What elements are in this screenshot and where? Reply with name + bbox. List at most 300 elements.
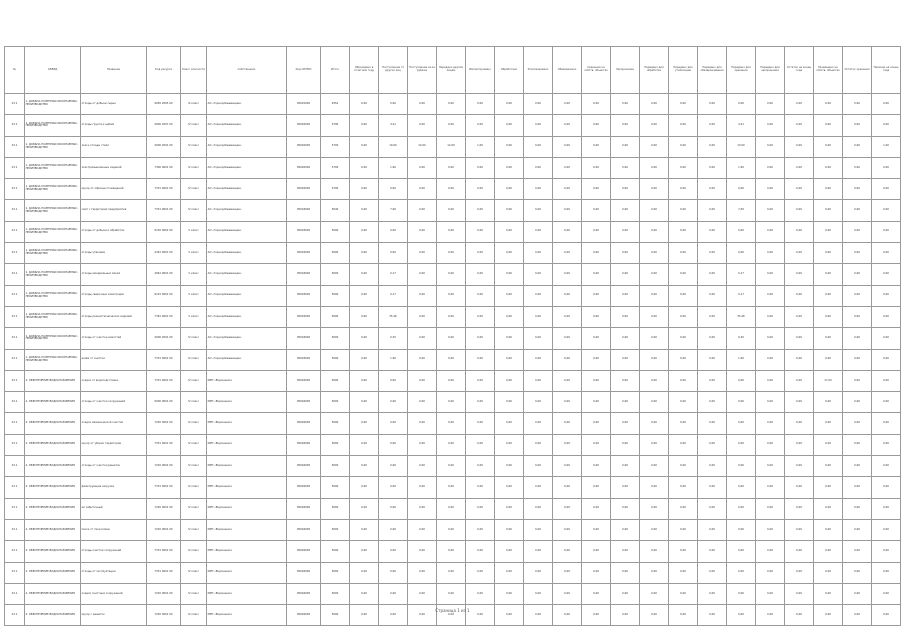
table-cell: 0,00: [524, 434, 553, 455]
table-cell: 0,00: [379, 519, 408, 540]
table-cell: МУП «Водоканал»: [207, 605, 287, 626]
table-cell: 0,00: [524, 285, 553, 306]
table-cell: 0,00: [611, 243, 640, 264]
table-cell: 0,17: [379, 285, 408, 306]
table-cell: отходы упаковки: [81, 243, 147, 264]
table-cell: 0,00: [698, 434, 727, 455]
table-cell: 0,00: [408, 477, 437, 498]
table-cell: 0,00: [814, 477, 843, 498]
table-cell: 0,00: [640, 264, 669, 285]
table-cell: 0,00: [350, 179, 379, 200]
table-cell: отходы резинотехнических изделий: [81, 306, 147, 327]
table-cell: 0,00: [379, 541, 408, 562]
table-cell: 0,00: [698, 264, 727, 285]
table-cell: 0,00: [872, 434, 901, 455]
table-cell: 95603000: [287, 221, 321, 242]
table-cell: 0,00: [727, 243, 756, 264]
table-cell: отходы очистки сооружений: [81, 541, 147, 562]
table-cell: 23.1: [5, 583, 25, 604]
table-cell: 0,00: [785, 519, 814, 540]
table-cell: 0,00: [350, 285, 379, 306]
table-cell: 0,00: [698, 498, 727, 519]
table-cell: 0,00: [408, 413, 437, 434]
table-cell: V класс: [181, 306, 207, 327]
table-cell: 0,00: [437, 456, 466, 477]
table-cell: 0,00: [553, 562, 582, 583]
table-cell: 0,00: [350, 456, 379, 477]
table-cell: 2. ОБЕСПЕЧЕНИЕ ВОДОСНАБЖЕНИЯ: [25, 583, 81, 604]
table-cell: 0,00: [785, 349, 814, 370]
table-cell: 0,00: [582, 434, 611, 455]
table-cell: 0,00: [872, 179, 901, 200]
table-cell: 0,00: [553, 136, 582, 157]
table-cell: 5700: [321, 136, 350, 157]
table-cell: 23.1: [5, 264, 25, 285]
table-row: [5, 392, 901, 413]
table-cell: 0,00: [785, 605, 814, 626]
table-cell: 0,00: [350, 328, 379, 349]
table-cell: 0,00: [756, 136, 785, 157]
table-cell: 0,00: [611, 306, 640, 327]
table-cell: 0,00: [669, 157, 698, 178]
table-cell: 0,00: [872, 413, 901, 434]
table-cell: 2. ОБЕСПЕЧЕНИЕ ВОДОСНАБЖЕНИЯ: [25, 562, 81, 583]
table-cell: 0,00: [843, 221, 872, 242]
table-cell: 0,00: [553, 456, 582, 477]
table-cell: 0,00: [350, 519, 379, 540]
table-cell: 95604000: [287, 434, 321, 455]
table-cell: 0,00: [582, 370, 611, 391]
table-cell: 23.1: [5, 413, 25, 434]
table-cell: 0,00: [437, 349, 466, 370]
table-cell: 0,00: [408, 221, 437, 242]
table-cell: 23.1: [5, 200, 25, 221]
table-cell: 0,00: [350, 200, 379, 221]
table-row: [5, 349, 901, 370]
table-cell: 0,00: [466, 243, 495, 264]
table-cell: 0,00: [379, 413, 408, 434]
table-cell: 0,00: [872, 605, 901, 626]
table-cell: 0,00: [495, 264, 524, 285]
table-cell: АО «Горнодобывающее»: [207, 221, 287, 242]
table-cell: 1. ДОБЫЧА ПОЛЕЗНЫХ ИСКОПАЕМЫХ, ПРОИЗВОДСТВО: [25, 243, 81, 264]
table-cell: 0,00: [611, 605, 640, 626]
table-cell: 0,00: [611, 562, 640, 583]
table-cell: 7331 0001 00: [147, 179, 181, 200]
table-cell: 95603000: [287, 285, 321, 306]
table-cell: 0,00: [843, 179, 872, 200]
table-cell: 0,00: [524, 264, 553, 285]
table-cell: 0,00: [640, 306, 669, 327]
table-cell: 95604000: [287, 519, 321, 540]
table-cell: IV класс: [181, 519, 207, 540]
table-cell: 0,00: [350, 94, 379, 115]
table-cell: IV класс: [181, 456, 207, 477]
table-cell: 0,00: [843, 413, 872, 434]
table-cell: 0,00: [814, 392, 843, 413]
table-cell: 23.1: [5, 541, 25, 562]
table-cell: МУП «Водоканал»: [207, 413, 287, 434]
table-cell: 0,00: [379, 605, 408, 626]
table-cell: 0,00: [495, 519, 524, 540]
table-cell: 0,00: [495, 136, 524, 157]
table-cell: 7220 0002 00: [147, 456, 181, 477]
table-cell: 5600: [321, 413, 350, 434]
table-cell: 0,00: [814, 243, 843, 264]
column-header: Поступление от других лиц: [379, 47, 408, 94]
table-cell: 0,00: [437, 94, 466, 115]
table-cell: 0,00: [756, 349, 785, 370]
table-cell: 0,00: [582, 264, 611, 285]
table-cell: 0,00: [495, 328, 524, 349]
table-cell: 0,00: [437, 328, 466, 349]
table-cell: 0,00: [466, 434, 495, 455]
table-cell: 0,00: [698, 519, 727, 540]
table-cell: V класс: [181, 243, 207, 264]
table-cell: 0,00: [524, 200, 553, 221]
table-cell: 0,00: [814, 157, 843, 178]
table-cell: 0,00: [553, 200, 582, 221]
table-cell: 0,00: [495, 200, 524, 221]
table-cell: 9000 0001 00: [147, 392, 181, 413]
table-cell: 0,00: [698, 285, 727, 306]
table-cell: 0,00: [698, 392, 727, 413]
table-cell: 0,00: [350, 434, 379, 455]
table-cell: 0,00: [669, 306, 698, 327]
table-cell: 0,00: [437, 179, 466, 200]
table-cell: 0,00: [524, 541, 553, 562]
table-cell: 7,00: [379, 200, 408, 221]
table-cell: IV класс: [181, 349, 207, 370]
table-cell: 95604000: [287, 477, 321, 498]
table-cell: 0,00: [553, 94, 582, 115]
table-cell: 0,00: [553, 306, 582, 327]
table-cell: 0,00: [727, 562, 756, 583]
table-cell: 7331 0001 00: [147, 370, 181, 391]
table-cell: 1,90: [379, 349, 408, 370]
table-cell: 0,00: [814, 285, 843, 306]
table-cell: 0,00: [553, 157, 582, 178]
table-cell: 0,00: [640, 562, 669, 583]
table-cell: 0,00: [582, 413, 611, 434]
table-cell: 0,00: [611, 94, 640, 115]
table-cell: 0,00: [698, 541, 727, 562]
table-cell: 0,00: [785, 328, 814, 349]
table-cell: 5600: [321, 583, 350, 604]
table-cell: мусор от уборки территории: [81, 434, 147, 455]
table-cell: МУП «Водоканал»: [207, 583, 287, 604]
table-cell: 7331 0001 00: [147, 200, 181, 221]
table-cell: 0,00: [350, 264, 379, 285]
table-cell: 7300 0001 00: [147, 157, 181, 178]
table-cell: 0,00: [814, 328, 843, 349]
table-cell: лом промышленных изделий: [81, 157, 147, 178]
table-row: [5, 519, 901, 540]
table-cell: 0,00: [698, 221, 727, 242]
table-cell: 0,00: [582, 541, 611, 562]
table-cell: 0,00: [843, 392, 872, 413]
table-cell: 0,00: [698, 477, 727, 498]
table-cell: 7220 0001 00: [147, 605, 181, 626]
table-cell: 0,00: [669, 243, 698, 264]
table-cell: 23.1: [5, 605, 25, 626]
table-cell: 0,00: [466, 349, 495, 370]
table-cell: 0,00: [408, 179, 437, 200]
table-cell: 5700: [321, 157, 350, 178]
column-header: Остаток хранения: [843, 47, 872, 94]
table-cell: 4,21: [727, 115, 756, 136]
table-cell: 0,00: [669, 200, 698, 221]
table-cell: 0,00: [553, 115, 582, 136]
table-cell: 0,00: [379, 477, 408, 498]
table-row: [5, 328, 901, 349]
table-cell: 7331 0001 00: [147, 434, 181, 455]
table-cell: 0,00: [756, 94, 785, 115]
table-cell: 0,00: [379, 243, 408, 264]
table-cell: 2. ОБЕСПЕЧЕНИЕ ВОДОСНАБЖЕНИЯ: [25, 392, 81, 413]
table-cell: 0,00: [814, 349, 843, 370]
table-cell: 0,00: [582, 392, 611, 413]
column-header: Передано для обезвреживания: [698, 47, 727, 94]
table-cell: 0,00: [669, 328, 698, 349]
table-cell: 0,00: [727, 392, 756, 413]
table-cell: 0,00: [640, 243, 669, 264]
table-cell: 0,00: [466, 498, 495, 519]
table-cell: 0,00: [785, 221, 814, 242]
table-cell: 0,00: [466, 562, 495, 583]
table-cell: 0,00: [611, 583, 640, 604]
table-cell: 0,00: [756, 605, 785, 626]
table-cell: 0,00: [872, 349, 901, 370]
table-cell: 0,00: [611, 349, 640, 370]
table-row: [5, 179, 901, 200]
table-cell: 0,00: [872, 370, 901, 391]
table-cell: 0,00: [669, 413, 698, 434]
table-row: [5, 285, 901, 306]
table-cell: 0,00: [466, 583, 495, 604]
table-cell: 0,00: [408, 349, 437, 370]
column-header: Поступление из-за рубежа: [408, 47, 437, 94]
table-cell: 0,00: [640, 498, 669, 519]
table-cell: 0,00: [379, 583, 408, 604]
table-cell: 0,00: [843, 157, 872, 178]
table-cell: 7331 0001 00: [147, 541, 181, 562]
table-cell: 0,00: [814, 413, 843, 434]
table-cell: 0,00: [495, 541, 524, 562]
table-cell: 0,00: [843, 243, 872, 264]
column-header: Передано для захоронения: [756, 47, 785, 94]
table-cell: 0,00: [640, 519, 669, 540]
table-cell: 0,00: [640, 541, 669, 562]
table-cell: 0,00: [495, 605, 524, 626]
column-header: Код ОКТМО: [287, 47, 321, 94]
table-cell: 0,00: [495, 477, 524, 498]
table-cell: 0,00: [756, 477, 785, 498]
table-cell: АО «Горнодобывающее»: [207, 115, 287, 136]
table-cell: IV класс: [181, 583, 207, 604]
table-cell: 0,00: [669, 477, 698, 498]
table-cell: 0,00: [698, 605, 727, 626]
table-cell: 0,00: [466, 94, 495, 115]
table-cell: 23.1: [5, 392, 25, 413]
table-cell: мусор от офисных помещений: [81, 179, 147, 200]
table-cell: 0,00: [350, 115, 379, 136]
table-cell: 0,00: [814, 94, 843, 115]
table-cell: 5600: [321, 306, 350, 327]
table-cell: 0,00: [727, 94, 756, 115]
table-cell: 0,00: [640, 179, 669, 200]
waste-report-table: [4, 46, 901, 626]
table-cell: 0,00: [611, 434, 640, 455]
table-cell: 0,00: [640, 328, 669, 349]
table-row: [5, 115, 901, 136]
table-cell: 0,00: [814, 605, 843, 626]
table-cell: 1,90: [727, 349, 756, 370]
table-cell: 0,00: [582, 221, 611, 242]
table-cell: 95603000: [287, 264, 321, 285]
table-cell: 5600: [321, 243, 350, 264]
table-cell: 7220 0001 00: [147, 519, 181, 540]
table-cell: 0,00: [437, 434, 466, 455]
table-cell: 0,00: [350, 413, 379, 434]
table-cell: 4000 2001 00: [147, 136, 181, 157]
table-cell: 0,00: [872, 477, 901, 498]
table-cell: 0,00: [350, 306, 379, 327]
table-body: [5, 94, 901, 626]
table-cell: 0,00: [814, 200, 843, 221]
table-cell: 0,00: [814, 498, 843, 519]
table-cell: 0,00: [843, 285, 872, 306]
table-cell: 0,00: [698, 157, 727, 178]
table-cell: 0,00: [785, 306, 814, 327]
table-cell: 95603000: [287, 200, 321, 221]
table-cell: 95603000: [287, 349, 321, 370]
table-cell: МУП «Водоканал»: [207, 498, 287, 519]
table-cell: 0,00: [611, 285, 640, 306]
table-cell: 0,00: [756, 456, 785, 477]
column-header: ОКВЭД: [25, 47, 81, 94]
table-cell: 0,00: [785, 541, 814, 562]
table-cell: АО «Горнодобывающее»: [207, 285, 287, 306]
table-cell: 7331 0001 00: [147, 477, 181, 498]
table-cell: 0,00: [756, 434, 785, 455]
table-row: [5, 498, 901, 519]
table-cell: 0,00: [437, 370, 466, 391]
table-cell: шлам от очистки: [81, 349, 147, 370]
table-cell: 0,00: [814, 221, 843, 242]
table-cell: 0,00: [524, 392, 553, 413]
table-cell: 0,00: [582, 115, 611, 136]
table-cell: 0,00: [611, 370, 640, 391]
table-cell: 0,00: [843, 605, 872, 626]
table-cell: 0,00: [756, 221, 785, 242]
table-cell: 0,00: [727, 498, 756, 519]
table-cell: 0,00: [756, 200, 785, 221]
table-cell: 95603000: [287, 243, 321, 264]
table-cell: 0,00: [872, 157, 901, 178]
table-cell: 0,00: [756, 328, 785, 349]
table-cell: 23.1: [5, 370, 25, 391]
table-cell: 12,00: [437, 136, 466, 157]
table-cell: 0,00: [640, 349, 669, 370]
table-cell: IV класс: [181, 605, 207, 626]
table-cell: 0,00: [524, 349, 553, 370]
table-cell: 0,00: [466, 264, 495, 285]
table-cell: отходы от добычи и обработки: [81, 221, 147, 242]
table-cell: 5600: [321, 285, 350, 306]
column-header: Передано другим лицам: [437, 47, 466, 94]
table-cell: 0,00: [640, 221, 669, 242]
table-cell: 23.1: [5, 519, 25, 540]
table-cell: 0,00: [727, 179, 756, 200]
table-cell: 0,00: [698, 349, 727, 370]
table-cell: 0,00: [640, 605, 669, 626]
table-cell: IV класс: [181, 136, 207, 157]
table-cell: 0,00: [872, 243, 901, 264]
table-cell: 0,00: [843, 306, 872, 327]
column-header: Код ресурса: [147, 47, 181, 94]
table-cell: 4,21: [379, 115, 408, 136]
table-cell: МУП «Водоканал»: [207, 541, 287, 562]
table-cell: 95602000: [287, 136, 321, 157]
table-cell: 0,00: [495, 94, 524, 115]
table-cell: 0,00: [872, 94, 901, 115]
table-cell: 0,00: [640, 477, 669, 498]
table-cell: 0,00: [843, 477, 872, 498]
column-header: №: [5, 47, 25, 94]
table-cell: 0,00: [785, 370, 814, 391]
table-cell: 7331 0001 00: [147, 562, 181, 583]
table-cell: 7361 0001 00: [147, 306, 181, 327]
table-cell: 0,00: [437, 157, 466, 178]
table-cell: 0,00: [872, 519, 901, 540]
table-cell: 0,00: [669, 349, 698, 370]
table-cell: 0,00: [698, 306, 727, 327]
table-cell: 0,00: [698, 413, 727, 434]
table-cell: 0,00: [553, 264, 582, 285]
table-cell: 0,00: [350, 498, 379, 519]
table-cell: 1,00: [872, 136, 901, 157]
table-cell: 0,00: [756, 306, 785, 327]
table-cell: 0,00: [669, 498, 698, 519]
table-cell: 0,00: [669, 264, 698, 285]
table-cell: 0,00: [408, 94, 437, 115]
table-cell: 0,00: [553, 434, 582, 455]
table-cell: 0,00: [843, 434, 872, 455]
table-cell: 0,00: [669, 456, 698, 477]
table-cell: осадок механической очистки: [81, 413, 147, 434]
table-cell: 35,46: [379, 306, 408, 327]
table-cell: 95604000: [287, 562, 321, 583]
table-cell: 0,17: [727, 264, 756, 285]
table-cell: 2. ОБЕСПЕЧЕНИЕ ВОДОСНАБЖЕНИЯ: [25, 413, 81, 434]
table-cell: 0,00: [814, 541, 843, 562]
table-cell: 0,00: [582, 179, 611, 200]
table-cell: 0,00: [350, 583, 379, 604]
table-cell: 5600: [321, 328, 350, 349]
table-cell: 0,00: [466, 306, 495, 327]
table-cell: отходы сварочных электродов: [81, 285, 147, 306]
table-cell: 1. ДОБЫЧА ПОЛЕЗНЫХ ИСКОПАЕМЫХ, ПРОИЗВОДСТВО: [25, 179, 81, 200]
table-cell: 0,00: [669, 285, 698, 306]
table-cell: 0,00: [756, 115, 785, 136]
column-header: Обезврежено: [553, 47, 582, 94]
table-cell: 0,00: [814, 456, 843, 477]
table-cell: 0,00: [582, 200, 611, 221]
table-cell: 5600: [321, 562, 350, 583]
table-cell: АО «Горнодобывающее»: [207, 264, 287, 285]
table-cell: 0,00: [843, 349, 872, 370]
